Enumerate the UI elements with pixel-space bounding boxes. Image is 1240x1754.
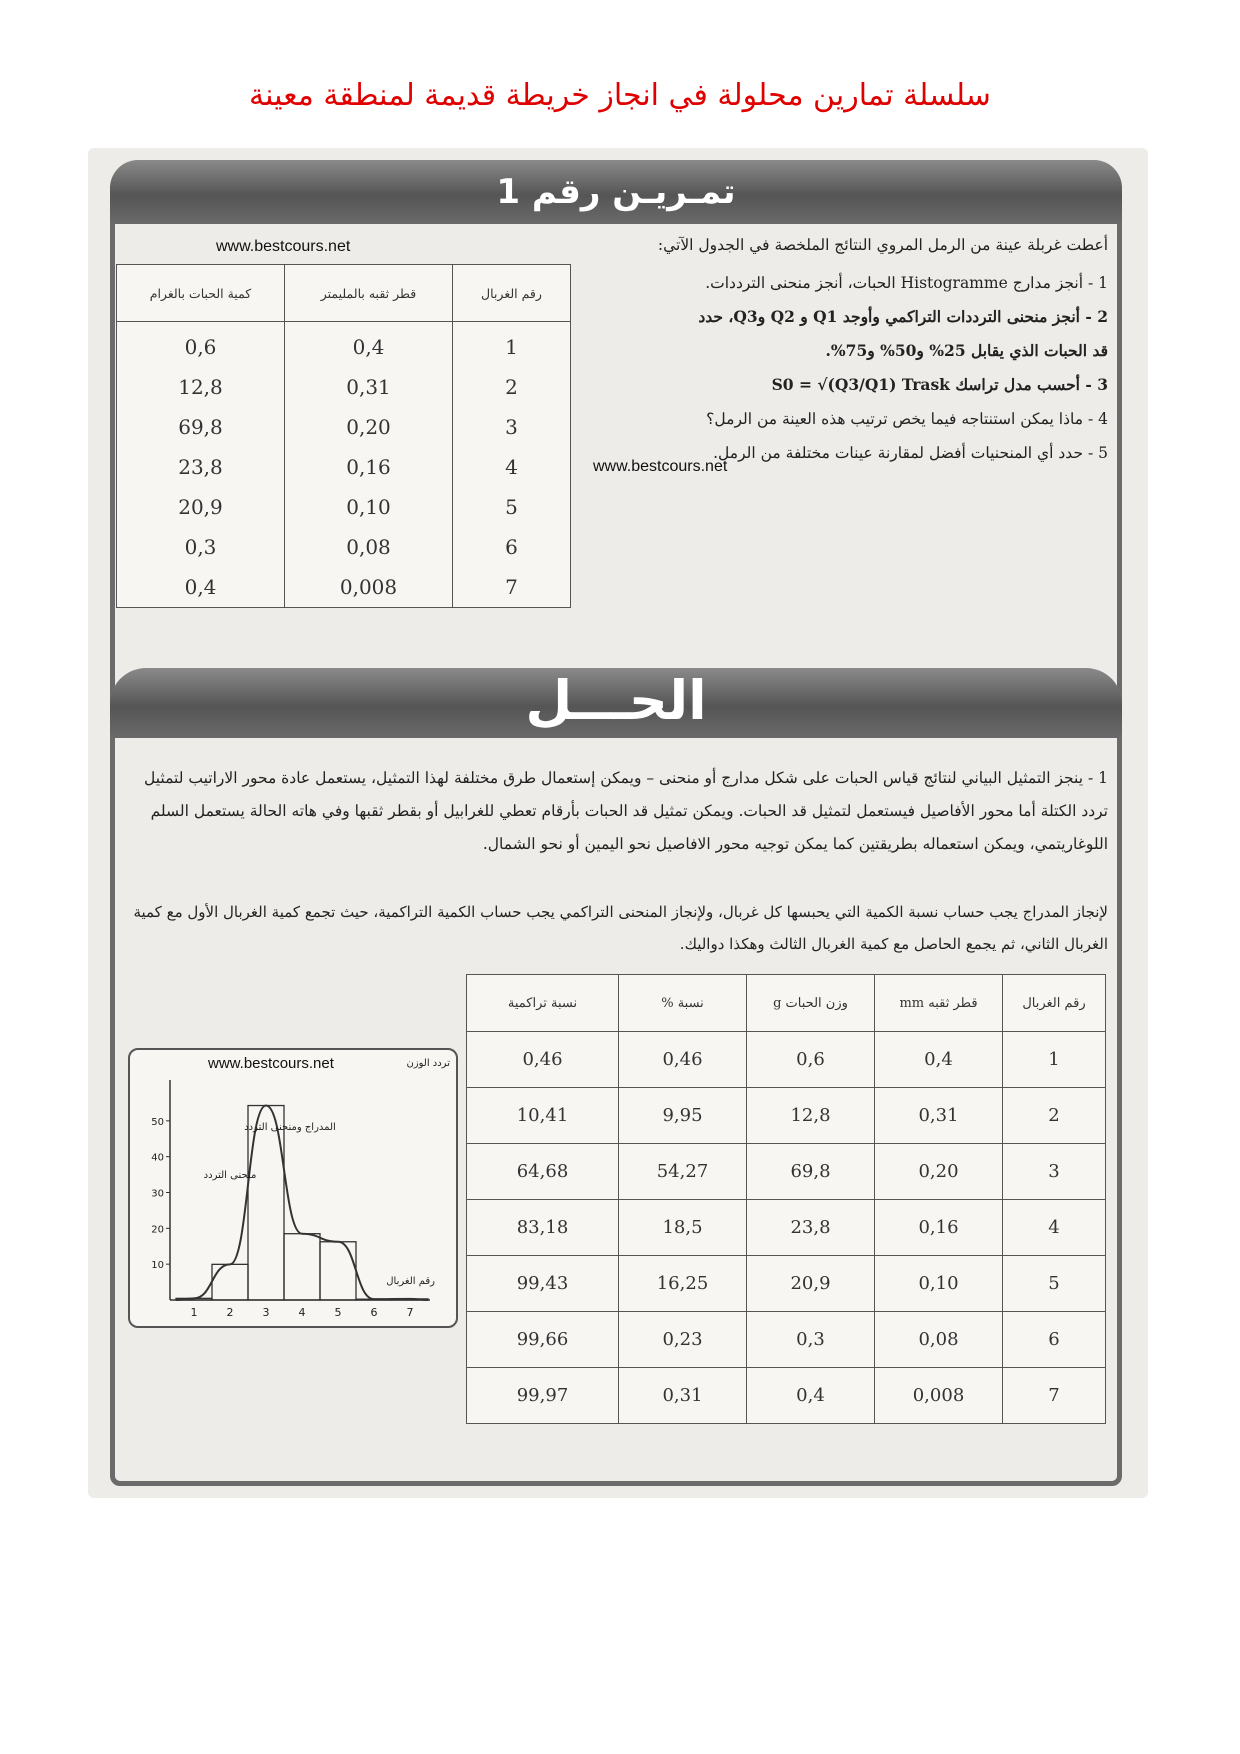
cell: 0,20 xyxy=(285,407,453,447)
table-row xyxy=(467,1200,1106,1256)
histogram-bar xyxy=(320,1242,356,1300)
y-tick-label: 40 xyxy=(151,1152,164,1164)
header-diameter: قطر ثقبه mm xyxy=(875,975,1003,1032)
cell: 0,20 xyxy=(875,1144,1003,1200)
cell: 6 xyxy=(1003,1312,1106,1368)
x-tick-label: 1 xyxy=(190,1306,198,1319)
cell: 12,8 xyxy=(747,1088,875,1144)
header-percent: نسبة % xyxy=(619,975,747,1032)
frequency-curve xyxy=(176,1106,428,1300)
cell: 99,66 xyxy=(467,1312,619,1368)
cell: 18,5 xyxy=(619,1200,747,1256)
solution-paragraph-2: لإنجاز المدراج يجب حساب نسبة الكمية التي يحبسها كل غربال، ولإنجاز المنحنى التراكمي يجب حساب الكمية التراكمية، حيث تجمع كمية الغربال الأول مع كمية الغربال الثاني، ثم يجمع الحاصل مع كمية الغربال الثالث وهكذا دواليك. xyxy=(133,903,1108,953)
question-2: 2 - أنجز منحنى الترددات التراكمي وأوجد Q1 و Q2 وQ3، حدد قد الحبات الذي يقابل 25% و50% و75%. xyxy=(698,307,1108,360)
cell: 0,23 xyxy=(619,1312,747,1368)
question-5: 5 - حدد أي المنحنيات أفضل لمقارنة عينات مختلفة من الرمل. xyxy=(713,444,1108,462)
header-diameter: قطر ثقبه بالمليمتر xyxy=(285,265,453,322)
table-row xyxy=(467,1032,1106,1088)
table-row xyxy=(467,1312,1106,1368)
cell: 6 xyxy=(453,527,571,567)
header-sieve: رقم الغربال xyxy=(453,265,571,322)
cell: 0,08 xyxy=(285,527,453,567)
curve-label: منحنى التردد xyxy=(203,1170,257,1181)
cell: 12,8 xyxy=(117,367,285,407)
cell: 2 xyxy=(453,367,571,407)
table-row xyxy=(117,487,571,527)
cell: 3 xyxy=(453,407,571,447)
y-tick-label: 20 xyxy=(151,1224,164,1236)
cell: 1 xyxy=(1003,1032,1106,1088)
table-row xyxy=(117,567,571,608)
cell: 99,97 xyxy=(467,1368,619,1424)
cell: 1 xyxy=(453,322,571,368)
cell: 20,9 xyxy=(117,487,285,527)
histogram-bar xyxy=(212,1264,248,1300)
exercise-intro: أعطت غربلة عينة من الرمل المروي النتائج الملخصة في الجدول الآتي: xyxy=(657,236,1108,254)
header-sieve: رقم الغربال xyxy=(1003,975,1106,1032)
question-1: 1 - أنجز مدارج Histogramme الحبات، أنجز منحنى الترددات. xyxy=(705,274,1108,292)
x-tick-label: 3 xyxy=(262,1306,270,1319)
cell: 4 xyxy=(453,447,571,487)
watermark-1: www.bestcours.net xyxy=(216,238,351,255)
cell: 16,25 xyxy=(619,1256,747,1312)
solution-table xyxy=(466,974,1106,1424)
exercise-banner: تمـريـن رقم 1 xyxy=(110,160,1122,224)
solution-paragraph-1: 1 - ينجز التمثيل البياني لنتائج قياس الحبات على شكل مدارج أو منحنى – ويمكن إستعمال طرق مختلفة لهذا التمثيل، يستعمل عادة محور الاراتيب لتمثيل تردد الكتلة أما محور الأفاصيل فيستعمل لتمثيل قد الحبات. ويمكن تمثيل قد الحبات بأرقام تعطي للغرابيل أو بقطر ثقبها وفي هاته الحالة يستعمل السلم اللوغاريتمي، ويمكن استعماله بطريقتين كما يمكن توجيه محور الافاصيل نحو اليمين أو نحو الشمال. xyxy=(144,769,1108,853)
table-row xyxy=(117,527,571,567)
cell: 0,31 xyxy=(285,367,453,407)
table-row xyxy=(467,1368,1106,1424)
cell: 0,16 xyxy=(875,1200,1003,1256)
table-row xyxy=(117,407,571,447)
y-axis-label: تردد الوزن xyxy=(406,1058,450,1069)
x-axis-label: رقم الغربال xyxy=(386,1276,435,1287)
x-tick-label: 5 xyxy=(334,1306,342,1319)
table-row xyxy=(117,447,571,487)
cell: 83,18 xyxy=(467,1200,619,1256)
histogram-title: المدراج ومنحنى التردد xyxy=(244,1122,336,1133)
cell: 23,8 xyxy=(117,447,285,487)
cell: 54,27 xyxy=(619,1144,747,1200)
question-3: 3 - أحسب مدل تراسك S0 = √(Q3/Q1) Trask xyxy=(771,375,1108,394)
page-title: سلسلة تمارين محلولة في انجاز خريطة قديمة لمنطقة معينة xyxy=(249,78,991,113)
cell: 0,008 xyxy=(285,567,453,608)
cell: 0,4 xyxy=(875,1032,1003,1088)
cell: 99,43 xyxy=(467,1256,619,1312)
cell: 0,46 xyxy=(619,1032,747,1088)
cell: 4 xyxy=(1003,1200,1106,1256)
x-tick-label: 2 xyxy=(226,1306,234,1319)
cell: 3 xyxy=(1003,1144,1106,1200)
y-tick-label: 50 xyxy=(151,1116,164,1128)
cell: 2 xyxy=(1003,1088,1106,1144)
y-tick-label: 10 xyxy=(151,1260,164,1272)
cell: 10,41 xyxy=(467,1088,619,1144)
cell: 0,4 xyxy=(285,322,453,368)
histogram-svg xyxy=(130,1050,456,1326)
cell: 0,6 xyxy=(747,1032,875,1088)
table-row xyxy=(467,1144,1106,1200)
histogram-chart xyxy=(128,1048,458,1328)
watermark-2: www.bestcours.net xyxy=(593,458,728,475)
cell: 5 xyxy=(453,487,571,527)
header-cumulative: نسبة تراكمية xyxy=(467,975,619,1032)
x-tick-label: 7 xyxy=(406,1306,414,1319)
question-4: 4 - ماذا يمكن استنتاجه فيما يخص ترتيب هذه العينة من الرمل؟ xyxy=(706,410,1108,428)
cell: 9,95 xyxy=(619,1088,747,1144)
exercise-table xyxy=(116,264,571,608)
header-quantity: كمية الحبات بالغرام xyxy=(117,265,285,322)
questions xyxy=(683,266,1108,470)
scanned-page xyxy=(88,148,1148,1498)
cell: 20,9 xyxy=(747,1256,875,1312)
x-tick-label: 6 xyxy=(370,1306,378,1319)
cell: 5 xyxy=(1003,1256,1106,1312)
table-row xyxy=(467,1088,1106,1144)
y-tick-label: 30 xyxy=(151,1188,164,1200)
cell: 0,008 xyxy=(875,1368,1003,1424)
cell: 0,08 xyxy=(875,1312,1003,1368)
table-row xyxy=(117,367,571,407)
cell: 7 xyxy=(453,567,571,608)
cell: 0,16 xyxy=(285,447,453,487)
cell: 0,4 xyxy=(117,567,285,608)
cell: 69,8 xyxy=(747,1144,875,1200)
table-row xyxy=(117,322,571,368)
cell: 64,68 xyxy=(467,1144,619,1200)
cell: 0,10 xyxy=(875,1256,1003,1312)
watermark-3: www.bestcours.net xyxy=(208,1055,334,1072)
histogram-bar xyxy=(284,1234,320,1300)
cell: 0,3 xyxy=(117,527,285,567)
cell: 0,46 xyxy=(467,1032,619,1088)
x-tick-label: 4 xyxy=(298,1306,306,1319)
cell: 0,10 xyxy=(285,487,453,527)
cell: 23,8 xyxy=(747,1200,875,1256)
cell: 69,8 xyxy=(117,407,285,447)
table-row xyxy=(467,1256,1106,1312)
solution-banner: الحـــل xyxy=(110,668,1122,738)
header-weight: وزن الحبات g xyxy=(747,975,875,1032)
cell: 0,3 xyxy=(747,1312,875,1368)
cell: 0,4 xyxy=(747,1368,875,1424)
cell: 0,31 xyxy=(619,1368,747,1424)
cell: 0,31 xyxy=(875,1088,1003,1144)
cell: 0,6 xyxy=(117,322,285,368)
cell: 7 xyxy=(1003,1368,1106,1424)
